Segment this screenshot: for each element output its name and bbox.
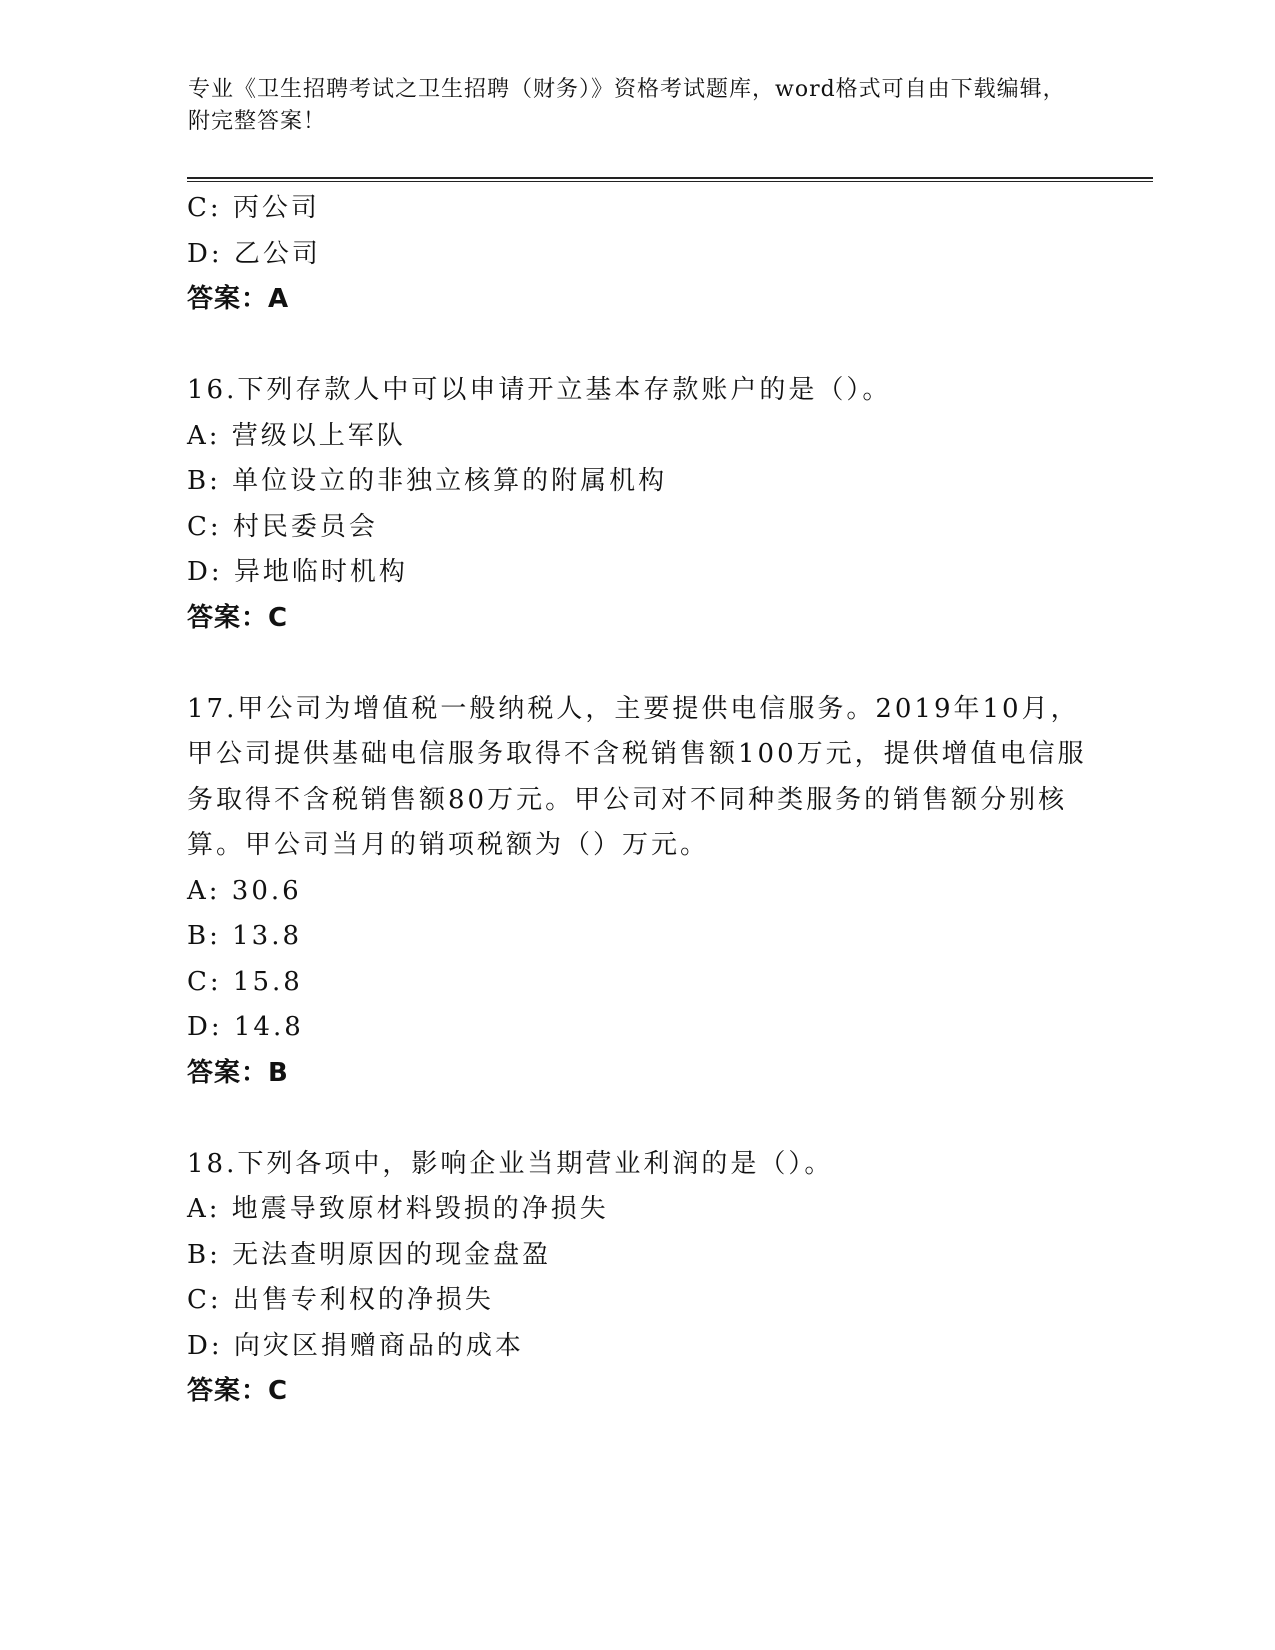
option-a: A: 地震导致原材料毁损的净损失 <box>187 1194 609 1224</box>
answer-line: 答案：C <box>187 1376 289 1406</box>
option-d: D: 异地临时机构 <box>187 557 408 587</box>
question-text: 17.甲公司为增值税一般纳税人，主要提供电信服务。2019年10月，甲公司提供基础电信服务取得不含税销售额100万元，提供增值电信服务取得不含税销售额80万元。甲公司对不同种类服务的销售额分别核算。甲公司当月的销项税额为（）万元。 <box>187 693 1087 860</box>
question-text: 16.下列存款人中可以申请开立基本存款账户的是（）。 <box>187 375 892 405</box>
question-text: 18.下列各项中，影响企业当期营业利润的是（）。 <box>187 1148 834 1179</box>
question-block-18 <box>187 1142 1087 1415</box>
spacer <box>187 323 1087 369</box>
document-body <box>187 186 1087 1415</box>
question-block-15 <box>187 186 1087 323</box>
option-c: C: 丙公司 <box>187 193 320 223</box>
option-c: C: 村民委员会 <box>187 511 378 542</box>
header-rule-thick <box>187 177 1153 179</box>
option-c: C: 15.8 <box>187 966 303 997</box>
document-header: 专业《卫生招聘考试之卫生招聘（财务）》资格考试题库，word格式可自由下载编辑，附完整答案！ <box>188 77 1066 134</box>
option-b: B: 无法查明原因的现金盘盈 <box>187 1239 552 1270</box>
option-d: D: 14.8 <box>187 1012 304 1042</box>
option-b: B: 13.8 <box>187 921 303 951</box>
answer-line: 答案：A <box>187 284 290 314</box>
header-rule-thin <box>187 181 1153 182</box>
answer-line: 答案：C <box>187 602 289 633</box>
option-b: B: 单位设立的非独立核算的附属机构 <box>187 466 668 496</box>
question-block-16 <box>187 368 1087 641</box>
spacer <box>187 1096 1087 1142</box>
option-a: A: 营级以上军队 <box>187 420 406 451</box>
spacer <box>187 641 1087 687</box>
option-c: C: 出售专利权的净损失 <box>187 1285 494 1315</box>
question-block-17 <box>187 687 1087 1097</box>
option-a: A: 30.6 <box>187 875 302 906</box>
option-d: D: 向灾区捐赠商品的成本 <box>187 1330 524 1361</box>
option-d: D: 乙公司 <box>187 238 321 269</box>
answer-line: 答案：B <box>187 1057 289 1088</box>
